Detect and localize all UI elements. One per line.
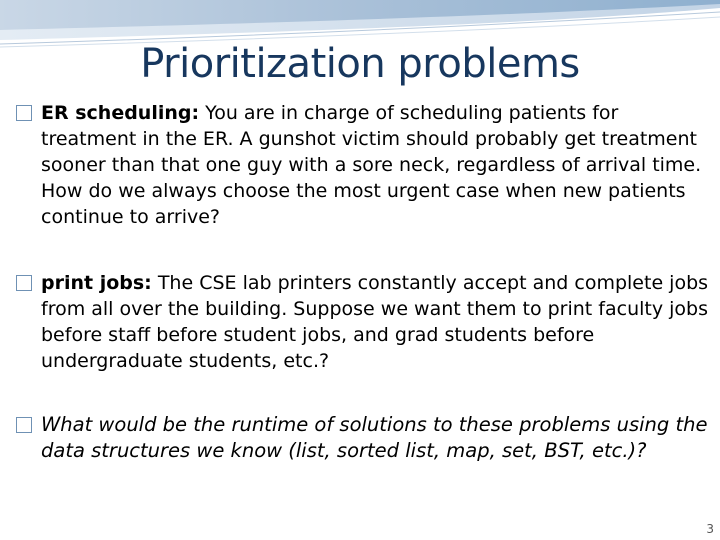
bullet-term: print jobs: (41, 272, 152, 294)
bullet-square-icon (16, 105, 32, 121)
bullet-text (41, 100, 716, 230)
slide-number: 3 (706, 522, 714, 536)
bullet-er-scheduling (16, 100, 716, 230)
bullet-square-icon (16, 275, 32, 291)
bullet-runtime-question (16, 412, 716, 464)
bullet-body: You are in charge of scheduling patients for treatment in the ER. A gunshot victim should probably get treatment sooner than that one guy with a sore neck, regardless of arrival time. How do we always choose the most urgent case when new patients continue to arrive? (41, 102, 702, 228)
bullet-square-icon (16, 417, 32, 433)
bullet-text (41, 270, 716, 374)
bullet-text: What would be the runtime of solutions to these problems using the data structures we know (list, sorted list, map, set, BST, etc.)? (41, 413, 708, 462)
bullet-print-jobs (16, 270, 716, 374)
bullet-term: ER scheduling: (41, 102, 200, 124)
bullet-body: The CSE lab printers constantly accept and complete jobs from all over the building. Suppose we want them to print faculty jobs before staff before student jobs, and grad students before undergraduate students, etc.? (41, 272, 709, 372)
slide-title: Prioritization problems (140, 41, 580, 87)
